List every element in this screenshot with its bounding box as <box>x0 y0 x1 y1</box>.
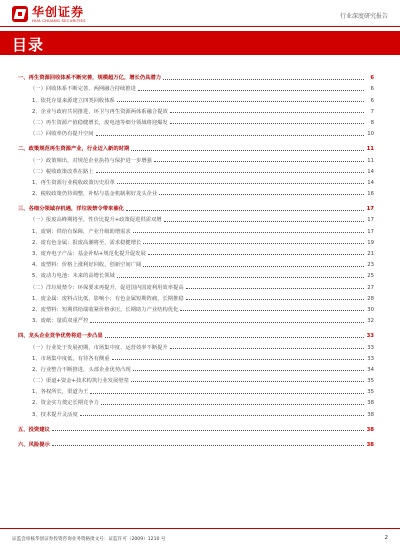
toc-dot-leader <box>96 135 364 136</box>
toc-dot-leader <box>180 310 364 311</box>
toc-entry-label: 3、废弃电子产品：基金补贴+规范化提升促发展 <box>32 251 146 257</box>
toc-entry-label: 三、各细分领域存机遇，洋垃圾禁令带来催化 <box>18 206 124 213</box>
toc-entry-page: 38 <box>367 411 374 418</box>
toc-entry-page: 38 <box>366 426 374 433</box>
toc-entry-label: 2、废塑料：短期供给端收紧价格承压，长期助力产业结构优化 <box>32 306 179 313</box>
toc-dot-leader <box>143 266 364 267</box>
toc-entry-label: 1、各权所长，渠道为王 <box>32 389 89 396</box>
toc-entry-label: 四、龙头企业竞争优势将进一步凸显 <box>18 333 103 340</box>
toc-entry[interactable] <box>18 373 374 384</box>
toc-entry-page: 25 <box>367 273 374 280</box>
toc-entry-page: 17 <box>367 217 374 224</box>
toc-entry[interactable] <box>18 395 374 406</box>
toc-entry-page: 6 <box>370 75 374 82</box>
page-header <box>0 0 400 27</box>
toc-entry[interactable] <box>18 362 374 373</box>
toc-entry[interactable] <box>18 406 374 417</box>
toc-dot-leader <box>163 79 364 80</box>
toc-entry-label: 一、再生资源回收体系不断完善，规模超万亿，增长仍具潜力 <box>18 75 162 82</box>
toc-entry-label: （三）回收率仍有提升空间 <box>30 131 94 138</box>
toc-dot-leader <box>138 90 364 91</box>
toc-entry-page: 35 <box>367 378 374 385</box>
toc-entry[interactable] <box>18 92 374 103</box>
toc-entry-label: 2、税收政策仍待调整，补贴与基金机制利好龙头企业 <box>32 191 158 198</box>
toc-entry-label: 1、废金属：废料占比低，影响小；有色金属短期阵痛，长期推稳 <box>32 295 184 302</box>
toc-dot-leader <box>126 210 364 211</box>
toc-dot-leader <box>133 232 364 233</box>
toc-entry-page: 21 <box>367 251 374 257</box>
toc-entry[interactable] <box>18 268 374 279</box>
page-footer <box>0 528 400 552</box>
toc-entry-label: 5、废动力电池：未来的高增长领域 <box>32 273 115 280</box>
toc-entry-label: 1、市场集中度低，有待各有侧重 <box>32 355 110 362</box>
toc-entry-label: 五、投资建议 <box>18 426 50 433</box>
toc-entry-page: 17 <box>367 228 374 235</box>
footer-disclaimer: 证监会审核华创证券投资咨询业务资格批文号：证监许可（2009）1210 号 <box>12 537 166 542</box>
toc-entry-page: 33 <box>367 344 374 351</box>
toc-dot-leader <box>117 101 364 102</box>
toc-dot-leader <box>90 322 364 323</box>
toc-entry-page: 35 <box>367 389 374 396</box>
toc-entry-page: 6 <box>370 97 374 104</box>
toc-entry-label: 2、资金实力奠定长期竞争力 <box>32 400 99 407</box>
toc-dot-leader <box>117 183 364 184</box>
toc-dot-leader <box>159 194 364 195</box>
toc-dot-leader <box>131 381 364 382</box>
toc-entry-page: 16 <box>367 191 374 198</box>
toc-entry[interactable] <box>18 302 374 313</box>
toc-dot-leader <box>170 123 364 124</box>
toc-entry-page: 17 <box>366 206 374 213</box>
toc-entry[interactable] <box>18 339 374 350</box>
toc-entry-page: 38 <box>367 400 374 407</box>
toc-entry-page: 7 <box>370 108 374 115</box>
toc-entry[interactable] <box>18 164 374 175</box>
toc-entry-page: 11 <box>367 157 374 164</box>
toc-entry[interactable] <box>18 186 374 197</box>
toc-entry-label: （二）洋垃圾禁令：环保要求再提升，促进国内国废利用效率提高 <box>30 284 184 291</box>
toc-entry-label: （二）再生资源产值稳健增长，废电池等细分领域将迎爆发 <box>30 119 168 126</box>
toc-dot-leader <box>148 254 364 255</box>
toc-entry[interactable] <box>18 291 374 302</box>
toc-entry[interactable] <box>18 141 374 152</box>
toc-entry-label: 4、废塑料：价格上涨利好回收，创新空间广阔 <box>32 262 142 269</box>
toc-entry[interactable] <box>18 115 374 126</box>
toc-entry-page: 19 <box>367 239 374 246</box>
toc-entry[interactable] <box>18 175 374 186</box>
toc-entry[interactable] <box>18 104 374 115</box>
toc-entry[interactable] <box>18 313 374 324</box>
toc-entry[interactable] <box>18 351 374 362</box>
toc-entry[interactable] <box>18 328 374 339</box>
toc-entry-page: 23 <box>367 262 374 269</box>
toc-entry-page: 34 <box>367 366 374 373</box>
toc-entry-page: 32 <box>367 318 374 325</box>
toc-dot-leader <box>101 404 364 405</box>
toc-dot-leader <box>133 370 364 371</box>
toc-entry[interactable] <box>18 81 374 92</box>
toc-entry-page: 10 <box>367 131 374 138</box>
toc-dot-leader <box>143 243 364 244</box>
toc-entry-page: 30 <box>367 306 374 313</box>
toc-dot-leader <box>154 161 364 162</box>
toc-dot-leader <box>186 288 364 289</box>
toc-entry-label: （一）回收体系不断完善，两网融合持续推进 <box>30 86 136 93</box>
toc-entry-page: 38 <box>366 442 374 448</box>
toc-entry[interactable] <box>18 422 374 433</box>
toc-entry[interactable] <box>18 212 374 223</box>
toc-entry-label: 3、废纸：量质双重严控 <box>32 318 89 325</box>
toc-entry[interactable] <box>18 235 374 246</box>
toc-entry-page: 27 <box>367 284 374 291</box>
logo-chinese-name: 华创证券 <box>32 4 85 19</box>
toc-entry[interactable] <box>18 246 374 257</box>
toc-entry-label: 六、风险提示 <box>18 442 50 448</box>
toc-entry-label: 2、行业整合不断推进，头部企业优势凸现 <box>32 366 131 373</box>
toc-dot-leader <box>170 112 364 113</box>
logo-english-name: HUA CHUANG SECURITIES <box>32 17 86 23</box>
toc-entry-label: 1、废钢：供给有保障，产业升级助增需求 <box>32 228 131 235</box>
toc-entry[interactable] <box>18 279 374 290</box>
toc-entry[interactable] <box>18 223 374 234</box>
toc-entry-page: 11 <box>366 146 374 153</box>
toc-dot-leader <box>105 337 364 338</box>
page-number: 2 <box>384 535 388 541</box>
report-type: 行业深度研究报告 <box>339 13 388 20</box>
toc-dot-leader <box>112 359 364 360</box>
toc-entry-label: 3、技术提升灵活度 <box>32 411 78 418</box>
toc-entry[interactable] <box>18 201 374 212</box>
title-banner <box>0 31 400 55</box>
toc-entry-page: 33 <box>367 355 374 362</box>
page-title: 目录 <box>12 36 45 54</box>
toc-dot-leader <box>90 393 364 394</box>
toc-entry-label: （一）政策频出，对规范企业执持与保护进一步增强 <box>30 157 152 164</box>
toc-entry-label: （一）报废高峰期将至，性价比提升+政策促进供需双增 <box>30 217 162 224</box>
toc-dot-leader <box>131 150 364 151</box>
toc-dot-leader <box>170 348 364 349</box>
toc-entry[interactable] <box>18 152 374 163</box>
toc-entry-label: 1、依托存量来源建立四类回收体系 <box>32 97 115 104</box>
toc-dot-leader <box>164 221 364 222</box>
toc-dot-leader <box>186 299 364 300</box>
company-logo <box>12 4 86 24</box>
toc-entry[interactable] <box>18 126 374 137</box>
toc-entry-page: 14 <box>367 179 374 186</box>
toc-entry[interactable] <box>18 70 374 81</box>
toc-entry[interactable] <box>18 437 374 448</box>
toc-entry-page: 8 <box>370 119 374 126</box>
toc-dot-leader <box>52 445 364 446</box>
toc-entry-page: 28 <box>367 295 374 302</box>
toc-entry[interactable] <box>18 384 374 395</box>
toc-dot-leader <box>117 277 364 278</box>
toc-entry-label: 2、企业与政府共同推进，环卫与再生资源两体系融合提效 <box>32 108 168 115</box>
toc-entry-page: 33 <box>366 333 374 340</box>
toc-entry-label: （二）税收政策改革在路上 <box>30 168 94 175</box>
toc-entry-page: 6 <box>370 86 374 93</box>
toc-dot-leader <box>80 415 364 416</box>
toc-dot-leader <box>52 430 364 431</box>
toc-dot-leader <box>96 172 364 173</box>
toc-entry-label: 1、再生资源行业税收政策历史沿革 <box>32 179 115 186</box>
toc-entry-label: 2、废有色金属：报废高潮将至，需求稳健增长 <box>32 239 142 246</box>
table-of-contents <box>18 70 374 448</box>
toc-entry-page: 14 <box>367 168 374 175</box>
toc-entry-label: （一）行业处于发展初期，市场集中度、运营效率不断提升 <box>30 344 168 351</box>
logo-icon <box>12 6 28 22</box>
toc-entry-label: 二、政策规范再生资源产业，行业迈入新的时期 <box>18 146 130 153</box>
toc-entry-label: （二）渠道+资金+技术构筑行业发展壁垒 <box>30 378 129 385</box>
toc-entry[interactable] <box>18 257 374 268</box>
